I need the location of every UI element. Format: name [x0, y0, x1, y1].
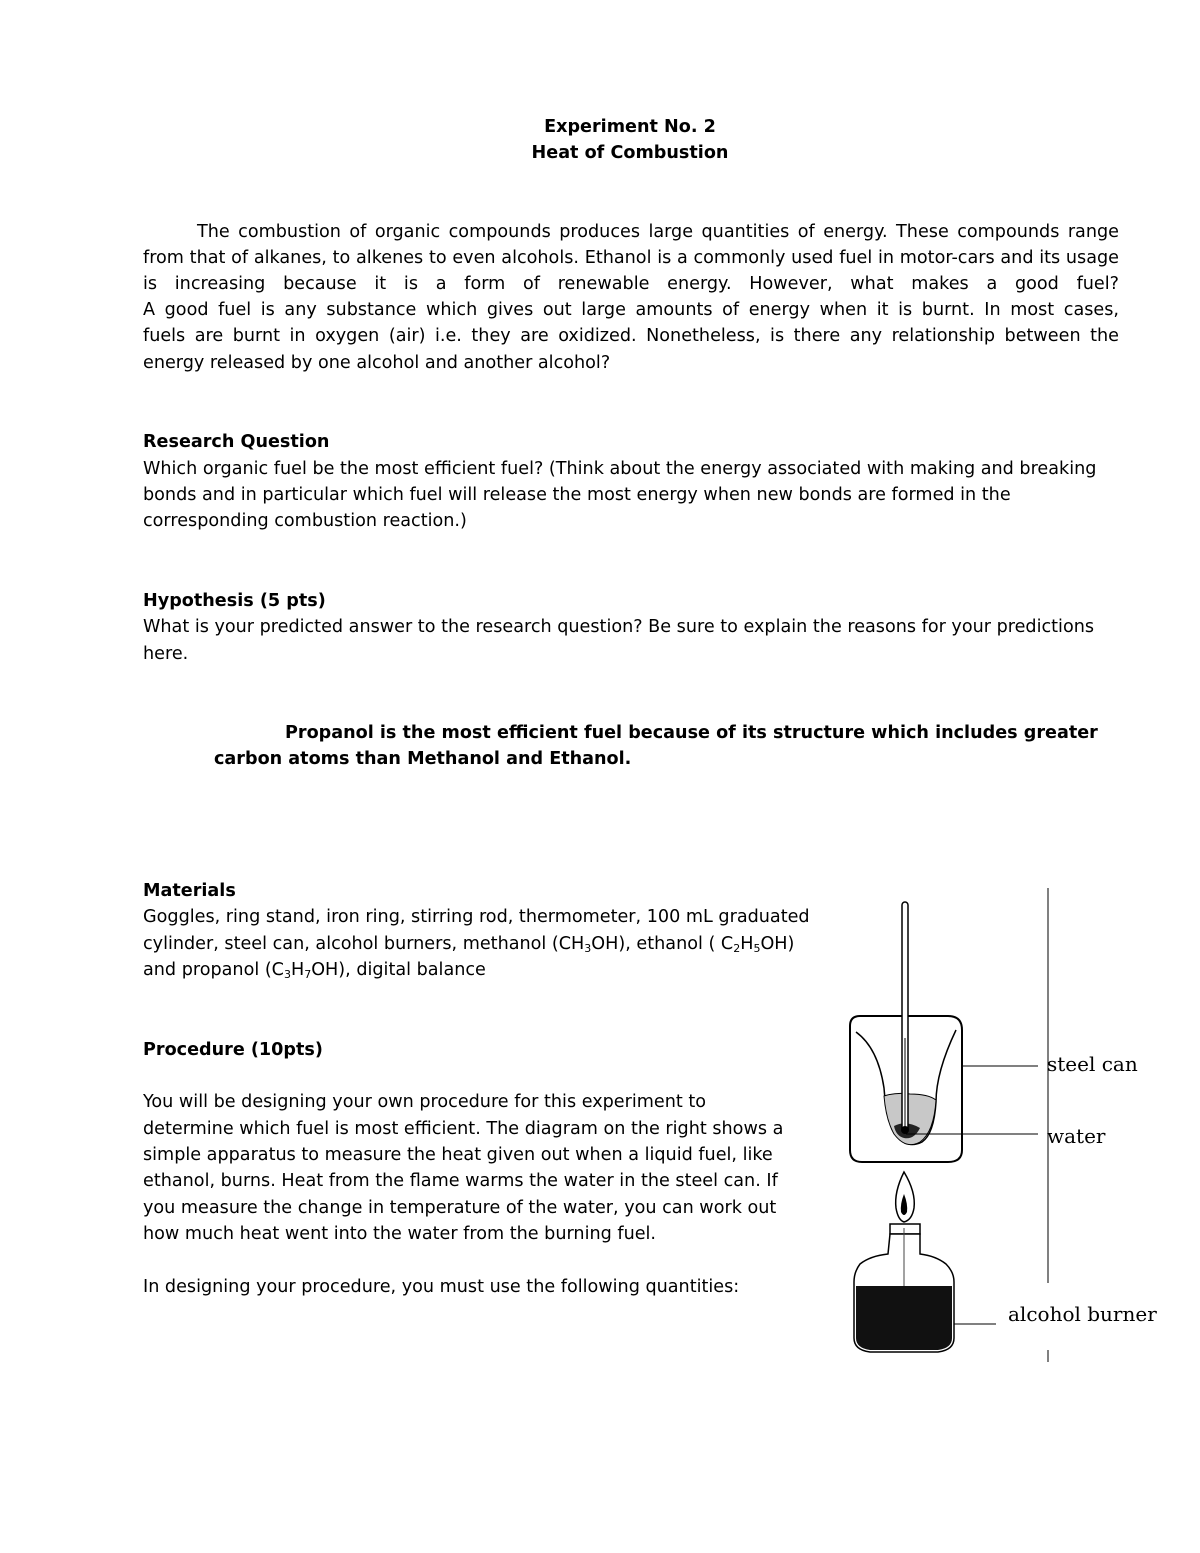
alcohol-burner [854, 1224, 954, 1352]
label-water: water [1047, 1124, 1106, 1148]
experiment-number: Experiment No. 2 [544, 117, 716, 137]
materials-line: and propanol $(C_3H_7OH)$, digital balance [143, 960, 486, 981]
research-question-line: bonds and in particular which fuel will release the most energy when new bonds are formed in the [143, 485, 1011, 505]
research-question-line: corresponding combustion reaction.) [143, 511, 467, 531]
hypothesis-prompt: What is your predicted answer to the research question? Be sure to explain the reasons for your predictions [143, 617, 1095, 637]
thermometer [901, 902, 909, 1134]
experiment-title: Heat of Combustion [531, 143, 729, 163]
hypothesis-answer: Propanol is the most efficient fuel because of its structure which includes greater [285, 723, 1098, 743]
intro-line: from that of alkanes, to alkenes to even alcohols. Ethanol is a commonly used fuel in motor-cars and its usage [143, 248, 1119, 268]
materials-line: Goggles, ring stand, iron ring, stirring rod, thermometer, 100 mL graduated [143, 907, 810, 927]
apparatus-figure [840, 888, 1160, 1368]
procedure-closing: In designing your procedure, you must use the following quantities: [143, 1277, 740, 1297]
procedure-line: You will be designing your own procedure for this experiment to [143, 1092, 707, 1112]
label-steel-can: steel can [1047, 1052, 1138, 1076]
procedure-line: simple apparatus to measure the heat given out when a liquid fuel, like [143, 1145, 773, 1165]
research-question-line: Which organic fuel be the most efficient fuel? (Think about the energy associated with making and breaking [143, 459, 1097, 479]
hypothesis-heading: Hypothesis (5 pts) [143, 591, 326, 611]
intro-line: is increasing because it is a form of renewable energy. However, what makes a good fuel? [143, 274, 1119, 294]
procedure-line: you measure the change in temperature of the water, you can work out [143, 1198, 777, 1218]
apparatus-drawing [840, 888, 1160, 1368]
intro-line: The combustion of organic compounds produces large quantities of energy. These compounds range [197, 222, 1119, 242]
label-alcohol-burner: alcohol burner [1008, 1302, 1157, 1326]
research-question-heading: Research Question [143, 432, 330, 452]
procedure-heading: Procedure (10pts) [143, 1040, 323, 1060]
materials-heading: Materials [143, 881, 236, 901]
hypothesis-prompt: here. [143, 644, 189, 664]
flame-icon [896, 1172, 915, 1222]
procedure-line: determine which fuel is most efficient. The diagram on the right shows a [143, 1119, 784, 1139]
procedure-line: ethanol, burns. Heat from the flame warms the water in the steel can. If [143, 1171, 778, 1191]
materials-line: cylinder, steel can, alcohol burners, methanol $(CH_3OH)$, ethanol ( $C_2H_5OH$) [143, 934, 795, 955]
intro-line: fuels are burnt in oxygen (air) i.e. they are oxidized. Nonetheless, is there any relationship between the [143, 326, 1119, 346]
intro-line: A good fuel is any substance which gives out large amounts of energy when it is burnt. In most cases, [143, 300, 1119, 320]
hypothesis-answer: carbon atoms than Methanol and Ethanol. [214, 749, 632, 769]
intro-line: energy released by one alcohol and another alcohol? [143, 353, 611, 373]
procedure-line: how much heat went into the water from the burning fuel. [143, 1224, 657, 1244]
